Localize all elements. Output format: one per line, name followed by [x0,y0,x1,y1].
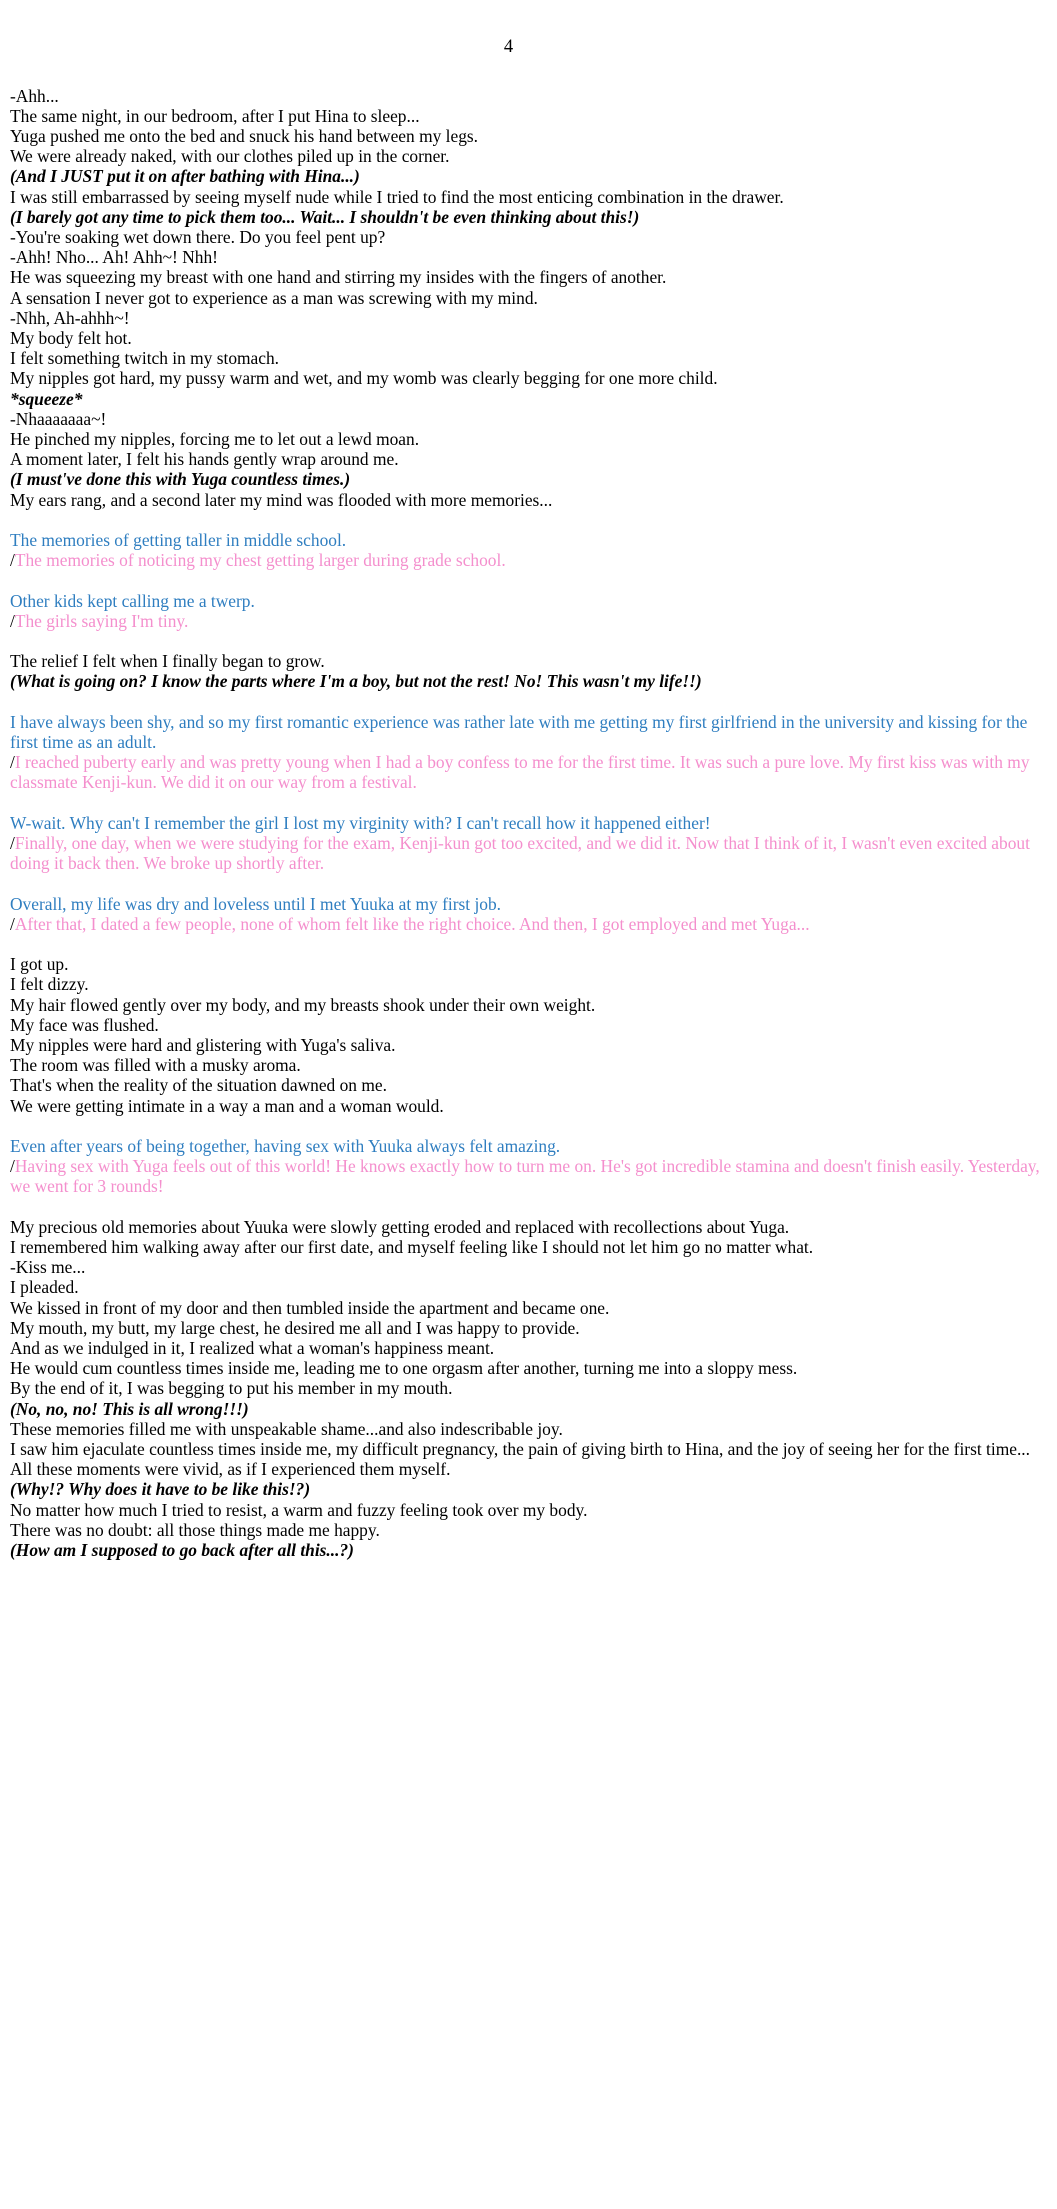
original-memory-line [10,894,1043,914]
paragraph-gap [10,1116,1043,1136]
text-line-text: -Nhaaaaaaa~! [10,408,107,429]
memory-separator-slash: / [10,550,15,571]
text-line [10,1439,1043,1459]
text-block-opening-scene [10,86,1043,510]
text-line-text: I pleaded. [10,1277,79,1298]
inner-thought-line [10,1399,1043,1419]
inner-thought-line-text: (I must've done this with Yuga countless times.) [10,469,351,490]
text-line-text: By the end of it, I was begging to put his member in my mouth. [10,1378,453,1399]
text-line-text: That's when the reality of the situation dawned on me. [10,1075,387,1096]
text-line [10,106,1043,126]
overwritten-memory-line-text: The girls saying I'm tiny. [14,610,189,631]
inner-thought-line-text: (How am I supposed to go back after all this...?) [10,1539,354,1560]
inner-thought-line-text: (What is going on? I know the parts where I'm a boy, but not the rest! No! This wasn't my life!!) [10,671,702,692]
overwritten-memory-line [10,550,1043,570]
original-memory-line [10,530,1043,550]
text-line-text: The same night, in our bedroom, after I put Hina to sleep... [10,105,420,126]
text-block-waking-block [10,954,1043,1116]
overwritten-memory-line-text: Finally, one day, when we were studying for the exam, Kenji-kun got too excited, and we did it. Now that I think of it, I wasn't even excited about doing it back then. We broke up shortly after. [10,832,1035,874]
text-line-text: I felt something twitch in my stomach. [10,348,280,369]
original-memory-line-text: Other kids kept calling me a twerp. [10,590,255,611]
original-memory-line [10,1136,1043,1156]
overwritten-memory-line-text: After that, I dated a few people, none of whom felt like the right choice. And then, I got employed and met Yuga... [14,913,810,934]
text-line [10,1015,1043,1035]
memory-separator-slash: / [10,913,15,934]
text-line-text: All these moments were vivid, as if I experienced them myself. [10,1459,451,1480]
text-line [10,651,1043,671]
text-line-text: A moment later, I felt his hands gently wrap around me. [10,449,399,470]
text-line-text: These memories filled me with unspeakable shame...and also indescribable joy. [10,1418,563,1439]
inner-thought-line [10,1479,1043,1499]
text-line [10,267,1043,287]
text-line [10,1055,1043,1075]
text-line [10,449,1043,469]
text-line-text: No matter how much I tried to resist, a warm and fuzzy feeling took over my body. [10,1499,588,1520]
overwritten-memory-line [10,752,1043,792]
paragraph-gap [10,793,1043,813]
text-block-memory-pair-2 [10,591,1043,631]
original-memory-line-text: Overall, my life was dry and loveless until I met Yuuka at my first job. [10,893,502,914]
text-line [10,146,1043,166]
text-line-text: My mouth, my butt, my large chest, he desired me all and I was happy to provide. [10,1317,580,1338]
inner-thought-line-text: (I barely got any time to pick them too... Wait... I shouldn't be even thinking about this!) [10,206,640,227]
text-block-relief-block [10,651,1043,691]
inner-thought-line [10,469,1043,489]
text-line [10,974,1043,994]
text-line-text: We were already naked, with our clothes piled up in the corner. [10,146,450,167]
text-line-text: I got up. [10,954,69,975]
text-line [10,308,1043,328]
text-line [10,1277,1043,1297]
overwritten-memory-line [10,611,1043,631]
text-line-text: -Ahh! Nho... Ah! Ahh~! Nhh! [10,247,218,268]
text-line-text: -Kiss me... [10,1257,86,1278]
text-line-text: A sensation I never got to experience as a man was screwing with my mind. [10,287,538,308]
text-block-memory-pair-6 [10,1136,1043,1197]
text-line [10,1500,1043,1520]
text-line [10,1358,1043,1378]
text-line [10,1459,1043,1479]
text-line-text: There was no doubt: all those things made me happy. [10,1519,380,1540]
original-memory-line [10,712,1043,752]
inner-thought-line [10,671,1043,691]
text-line [10,1035,1043,1055]
inner-thought-line [10,207,1043,227]
text-line-text: My face was flushed. [10,1014,159,1035]
overwritten-memory-line [10,1156,1043,1196]
text-line [10,1520,1043,1540]
inner-thought-line [10,1540,1043,1560]
text-line [10,429,1043,449]
text-line [10,995,1043,1015]
text-line [10,227,1043,247]
inner-thought-line-text: (No, no, no! This is all wrong!!!) [10,1398,249,1419]
memory-separator-slash: / [10,752,15,773]
inner-thought-line-text: (Why!? Why does it have to be like this!?) [10,1479,311,1500]
paragraph-gap [10,570,1043,590]
text-line-text: -Nhh, Ah-ahhh~! [10,307,130,328]
text-line-text: We kissed in front of my door and then tumbled inside the apartment and became one. [10,1297,610,1318]
text-line [10,348,1043,368]
overwritten-memory-line-text: I reached puberty early and was pretty young when I had a boy confess to me for the first time. It was such a pure love. My first kiss was with my classmate Kenji-kun. We did it on our way from a festival. [10,752,1034,793]
text-line [10,409,1043,429]
text-block-memory-pair-3 [10,712,1043,793]
text-line-text: And as we indulged in it, I realized what a woman's happiness meant. [10,1337,495,1358]
text-line-text: I remembered him walking away after our first date, and myself feeling like I should not let him go no matter what. [10,1236,814,1257]
text-line-text: I felt dizzy. [10,974,89,995]
memory-separator-slash: / [10,1156,15,1177]
paragraph-gap [10,631,1043,651]
overwritten-memory-line [10,833,1043,873]
text-line [10,1237,1043,1257]
overwritten-memory-line-text: The memories of noticing my chest getting larger during grade school. [14,550,506,571]
text-block-memory-pair-1 [10,530,1043,570]
text-line [10,86,1043,106]
text-line-text: I saw him ejaculate countless times inside me, my difficult pregnancy, the pain of giving birth to Hina, and the joy of seeing her for the first time... [10,1438,1030,1459]
inner-thought-line [10,389,1043,409]
text-line-text: The room was filled with a musky aroma. [10,1055,301,1076]
overwritten-memory-line-text: Having sex with Yuga feels out of this world! He knows exactly how to turn me on. He's got incredible stamina and doesn't finish easily. Yesterday, we went for 3 rounds! [10,1156,1045,1197]
text-line [10,1419,1043,1439]
text-line [10,1096,1043,1116]
paragraph-gap [10,934,1043,954]
text-line-text: He would cum countless times inside me, leading me to one orgasm after another, turning me into a sloppy mess. [10,1358,798,1379]
original-memory-line-text: Even after years of being together, having sex with Yuuka always felt amazing. [10,1135,561,1156]
text-line [10,247,1043,267]
text-line-text: Yuga pushed me onto the bed and snuck his hand between my legs. [10,125,479,146]
inner-thought-line-text: (And I JUST put it on after bathing with Hina...) [10,166,360,187]
paragraph-gap [10,873,1043,893]
text-line [10,368,1043,388]
text-block-memory-pair-4 [10,813,1043,874]
text-line-text: My nipples were hard and glistering with Yuga's saliva. [10,1034,396,1055]
text-line [10,1318,1043,1338]
text-line-text: My nipples got hard, my pussy warm and wet, and my womb was clearly begging for one more child. [10,368,718,389]
text-line-text: I was still embarrassed by seeing myself nude while I tried to find the most enticing combination in the drawer. [10,186,784,207]
text-line-text: The relief I felt when I finally began to grow. [10,651,325,672]
original-memory-line [10,591,1043,611]
text-line [10,288,1043,308]
text-block-memory-pair-5 [10,894,1043,934]
text-line-text: He pinched my nipples, forcing me to let out a lewd moan. [10,428,420,449]
text-line-text: We were getting intimate in a way a man and a woman would. [10,1095,444,1116]
memory-separator-slash: / [10,610,15,631]
text-line-text: My ears rang, and a second later my mind was flooded with more memories... [10,489,553,510]
text-line [10,1217,1043,1237]
text-line [10,954,1043,974]
text-line-text: He was squeezing my breast with one hand and stirring my insides with the fingers of another. [10,267,667,288]
text-line [10,1298,1043,1318]
page-body-text [10,86,1043,1561]
page-number: 4 [503,37,514,57]
text-line-text: My precious old memories about Yuuka were slowly getting eroded and replaced with recollections about Yuga. [10,1216,790,1237]
text-line [10,328,1043,348]
original-memory-line-text: I have always been shy, and so my first romantic experience was rather late with me getting my first girlfriend in the university and kissing for the first time as an adult. [10,711,1032,752]
text-line [10,1257,1043,1277]
overwritten-memory-line [10,914,1043,934]
text-line-text: -You're soaking wet down there. Do you feel pent up? [10,226,386,247]
text-block-closing-block [10,1217,1043,1560]
text-line [10,1378,1043,1398]
original-memory-line-text: W-wait. Why can't I remember the girl I lost my virginity with? I can't recall how it happened either! [10,812,711,833]
inner-thought-line [10,166,1043,186]
text-line [10,490,1043,510]
text-line-text: My body felt hot. [10,327,132,348]
inner-thought-line-text: *squeeze* [10,388,83,409]
text-line [10,1075,1043,1095]
original-memory-line [10,813,1043,833]
text-line [10,187,1043,207]
original-memory-line-text: The memories of getting taller in middle school. [10,529,347,550]
paragraph-gap [10,692,1043,712]
text-line [10,126,1043,146]
memory-separator-slash: / [10,832,15,853]
text-line-text: My hair flowed gently over my body, and my breasts shook under their own weight. [10,994,596,1015]
text-line [10,1338,1043,1358]
paragraph-gap [10,510,1043,530]
text-line-text: -Ahh... [10,85,59,106]
paragraph-gap [10,1197,1043,1217]
